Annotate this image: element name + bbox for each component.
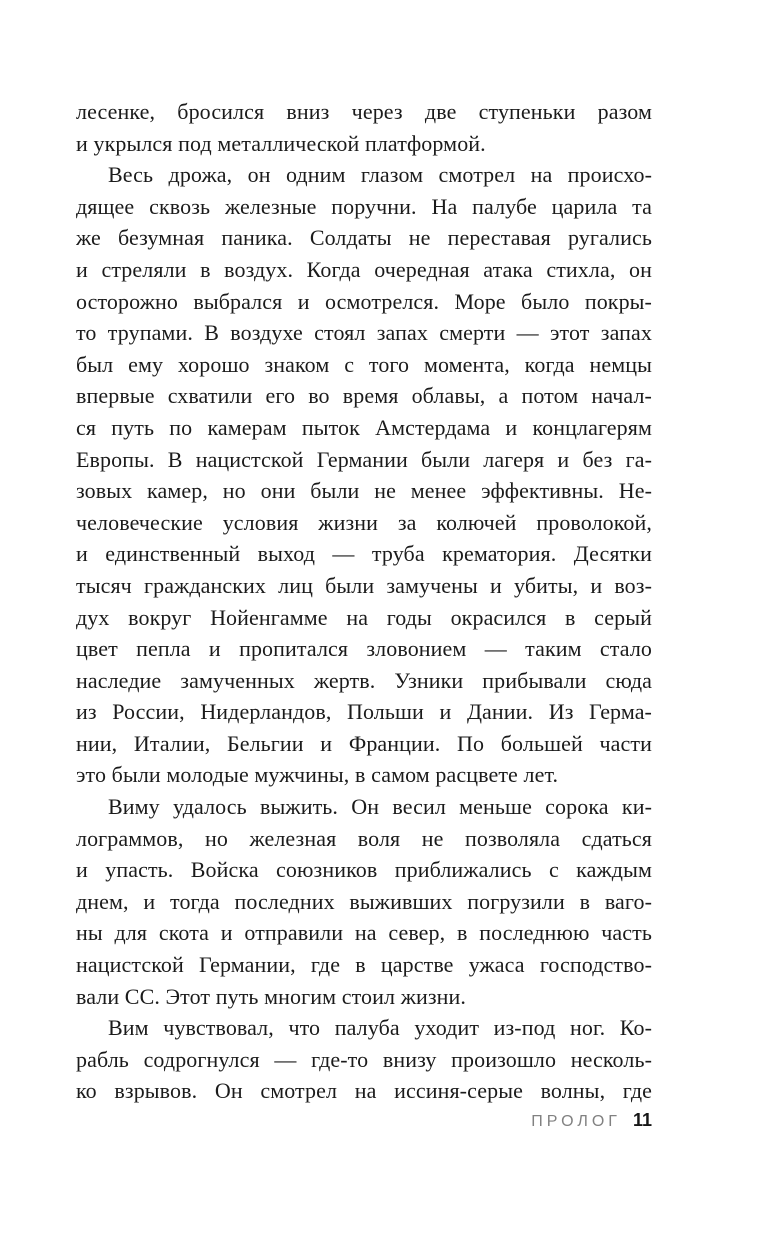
text-line: наследие замученных жертв. Узники прибывали сюда (76, 667, 652, 693)
text-line: ны для скота и отправили на север, в последнюю часть (76, 920, 652, 946)
text-line: и стреляли в воздух. Когда очередная атака стихла, он (76, 256, 652, 282)
text-line: Виму удалось выжить. Он весил меньше сорока ки- (108, 794, 652, 820)
text-line: впервые схватили его во время облавы, а потом начал- (76, 383, 652, 409)
text-line: вали СС. Этот путь многим стоил жизни. (76, 983, 467, 1009)
text-line: лесенке, бросился вниз через две ступеньки разом (76, 99, 652, 124)
text-line: осторожно выбрался и осмотрелся. Море было покры- (76, 288, 652, 314)
text-line: и единственный выход — труба крематория. Десятки (76, 541, 652, 567)
text-line: ко взрывов. Он смотрел на иссиня-серые волны, где (76, 1078, 652, 1104)
text-line: зовых камер, но они были не менее эффективны. Не- (76, 478, 652, 504)
text-line: нацистской Германии, где в царстве ужаса господство- (76, 952, 652, 978)
text-line: Европы. В нацистской Германии были лагеря и без га- (76, 446, 652, 472)
text-line: дящее сквозь железные поручни. На палубе царила та (76, 193, 652, 219)
text-line: лограммов, но железная воля не позволяла сдаться (76, 825, 652, 851)
text-line: же безумная паника. Солдаты не переставая ругались (76, 225, 652, 251)
page-footer (76, 1110, 652, 1131)
text-line: днем, и тогда последних выживших погрузили в ваго- (76, 888, 652, 914)
text-line: Вим чувствовал, что палуба уходит из-под ног. Ко- (108, 1015, 652, 1041)
text-line: нии, Италии, Бельгии и Франции. По большей части (76, 730, 652, 756)
text-line: это были молодые мужчины, в самом расцвете лет. (76, 762, 559, 788)
body-text (76, 96, 652, 1107)
footer-page-number: 11 (632, 1110, 652, 1130)
text-line: и укрылся под металлической платформой. (76, 130, 486, 156)
text-line: дух вокруг Нойенгамме на годы окрасился в серый (76, 604, 652, 630)
text-line: был ему хорошо знаком с того момента, когда немцы (76, 351, 652, 377)
text-line: цвет пепла и пропитался зловонием — таким стало (76, 636, 652, 662)
text-line: человеческие условия жизни за колючей проволокой, (76, 509, 652, 535)
text-line: то трупами. В воздухе стоял запах смерти — этот запах (76, 320, 652, 346)
text-line: рабль содрогнулся — где-то внизу произошло несколь- (76, 1046, 652, 1072)
text-line: ся путь по камерам пыток Амстердама и концлагерям (76, 414, 652, 440)
footer-section-label: ПРОЛОГ (531, 1113, 621, 1130)
text-line: тысяч гражданских лиц были замучены и убиты, и воз- (76, 572, 652, 598)
text-line: из России, Нидерландов, Польши и Дании. Из Герма- (76, 699, 652, 725)
text-line: и упасть. Войска союзников приближались с каждым (76, 857, 652, 883)
text-line: Весь дрожа, он одним глазом смотрел на происхо- (108, 162, 652, 188)
